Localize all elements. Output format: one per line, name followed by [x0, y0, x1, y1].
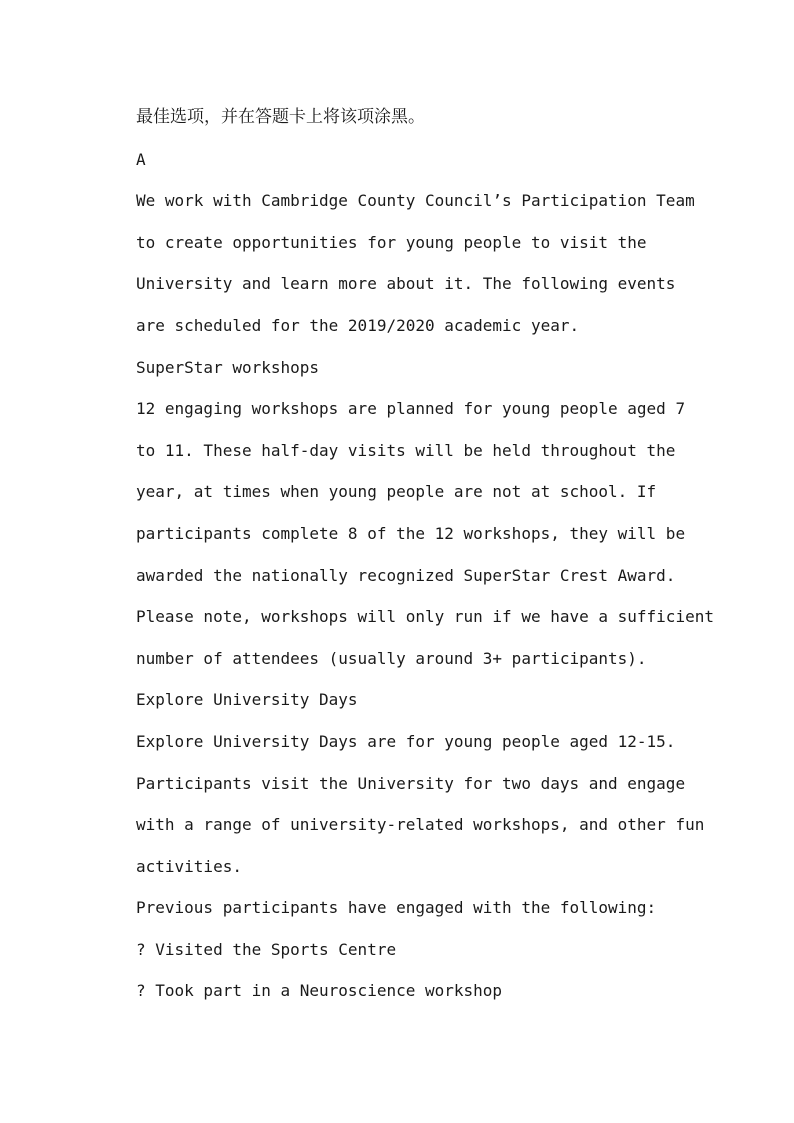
text-line: awarded the nationally recognized SuperStar Crest Award.: [136, 565, 676, 585]
text-line: number of attendees (usually around 3+ participants).: [136, 648, 647, 668]
text-line: participants complete 8 of the 12 workshops, they will be: [136, 523, 686, 543]
text-line: We work with Cambridge County Council’s Participation Team: [136, 191, 695, 211]
text-line: to 11. These half-day visits will be held throughout the: [136, 440, 676, 460]
text-line: University and learn more about it. The following events: [136, 274, 676, 294]
passage-label: A: [136, 149, 146, 169]
text-line: activities.: [136, 856, 242, 876]
text-line: Please note, workshops will only run if we have a sufficient: [136, 607, 714, 627]
bullet-item: ? Took part in a Neuroscience workshop: [136, 981, 503, 1001]
text-line: Previous participants have engaged with the following:: [136, 898, 657, 918]
text-line: year, at times when young people are not at school. If: [136, 482, 657, 502]
document-body: [136, 97, 714, 1012]
text-line: 12 engaging workshops are planned for young people aged 7: [136, 399, 686, 419]
text-line: Participants visit the University for two days and engage: [136, 773, 686, 793]
section-heading: SuperStar workshops: [136, 357, 320, 377]
text-line: are scheduled for the 2019/2020 academic year.: [136, 315, 580, 335]
text-line: with a range of university-related workshops, and other fun: [136, 815, 705, 835]
text-line: Explore University Days are for young people aged 12-15.: [136, 731, 676, 751]
section-heading: Explore University Days: [136, 690, 358, 710]
text-line: to create opportunities for young people to visit the: [136, 232, 647, 252]
instruction-line: 最佳选项，并在答题卡上将该项涂黑。: [136, 107, 425, 127]
bullet-item: ? Visited the Sports Centre: [136, 939, 397, 959]
